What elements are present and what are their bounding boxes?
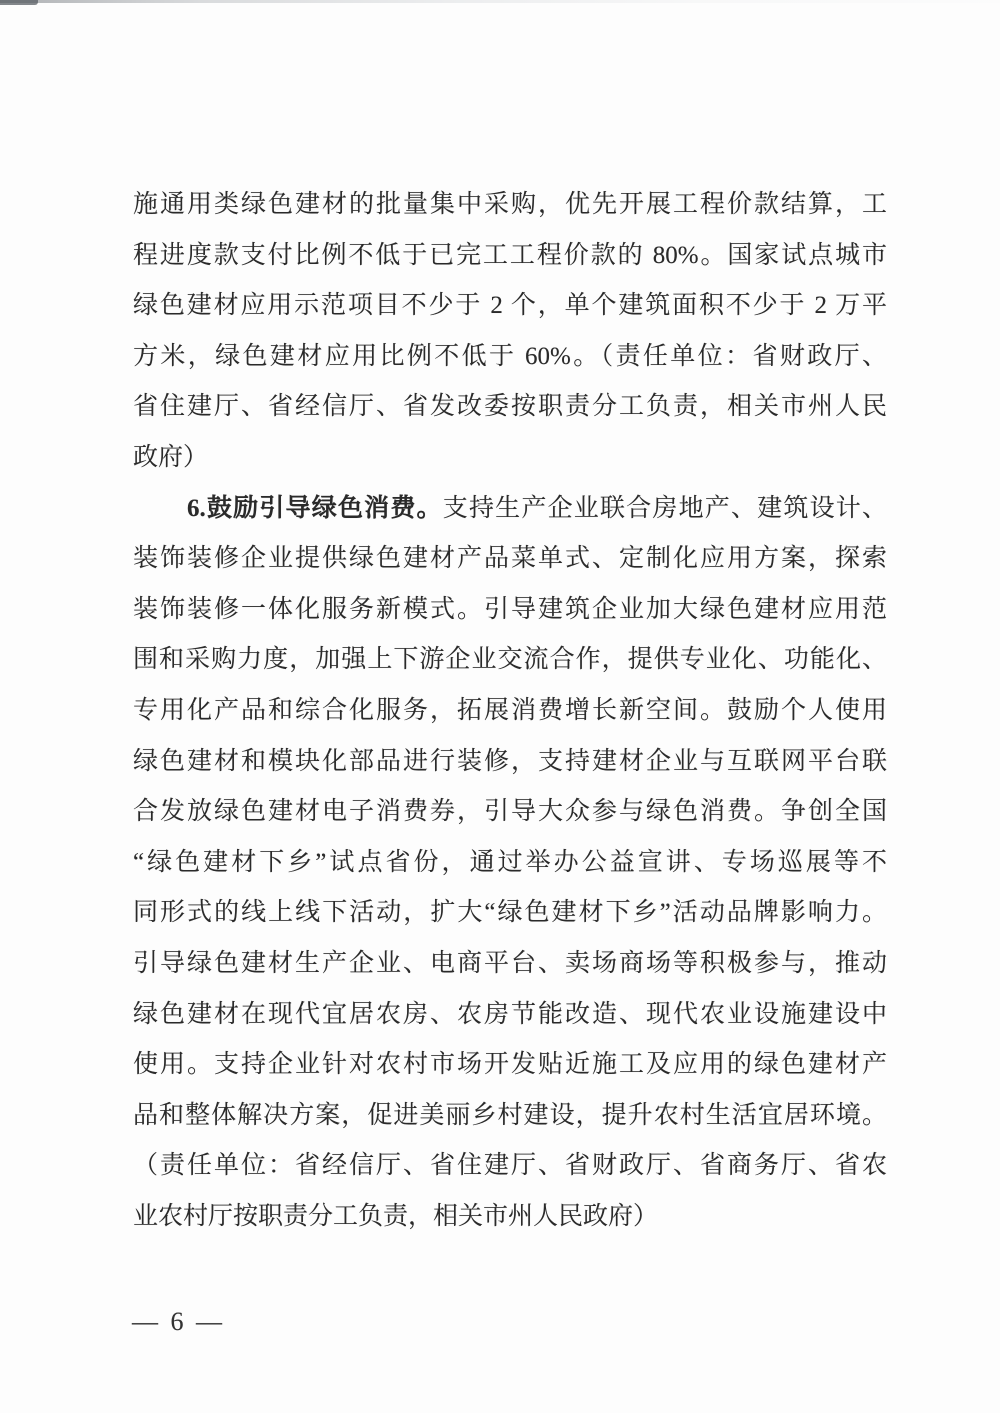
body-line: 合发放绿色建材电子消费券，引导大众参与绿色消费。争创全国 — [133, 798, 887, 826]
scan-artifact-line — [0, 0, 1000, 3]
scan-artifact-corner — [0, 0, 38, 5]
body-line-section-start — [133, 484, 887, 535]
body-line: 品和整体解决方案，促进美丽乡村建设，提升农村生活宜居环境。 — [133, 1101, 887, 1129]
body-line: 程进度款支付比例不低于已完工工程价款的 80%。国家试点城市 — [133, 241, 887, 269]
document-body — [133, 180, 887, 1242]
body-line: 绿色建材和模块化部品进行装修，支持建材企业与互联网平台联 — [133, 747, 887, 775]
section-6-paragraph — [133, 484, 887, 1243]
body-line: （责任单位：省经信厅、省住建厅、省财政厅、省商务厅、省农 — [133, 1152, 887, 1180]
body-line: 装饰装修一体化服务新模式。引导建筑企业加大绿色建材应用范 — [133, 595, 887, 623]
section-6-lead-text: 支持生产企业联合房地产、建筑设计、 — [442, 494, 887, 522]
body-line: 同形式的线上线下活动，扩大“绿色建材下乡”活动品牌影响力。 — [133, 899, 887, 927]
body-line: 引导绿色建材生产企业、电商平台、卖场商场等积极参与，推动 — [133, 949, 887, 977]
body-line: “绿色建材下乡”试点省份，通过举办公益宣讲、专场巡展等不 — [133, 848, 887, 876]
body-line: 装饰装修企业提供绿色建材产品菜单式、定制化应用方案，探索 — [133, 545, 887, 573]
section-6-heading: 6.鼓励引导绿色消费。 — [187, 494, 443, 522]
body-line: 绿色建材应用示范项目不少于 2 个，单个建筑面积不少于 2 万平 — [133, 292, 887, 320]
body-line: 围和采购力度，加强上下游企业交流合作，提供专业化、功能化、 — [133, 646, 887, 674]
body-line-paragraph-end: 政府） — [133, 443, 209, 471]
paragraph-continuation — [133, 180, 887, 484]
page-footer — [132, 1305, 225, 1339]
body-line: 方米，绿色建材应用比例不低于 60%。（责任单位：省财政厅、 — [133, 342, 887, 370]
page-number: — 6 — — [132, 1307, 225, 1336]
body-line: 施通用类绿色建材的批量集中采购，优先开展工程价款结算，工 — [133, 191, 887, 218]
body-line: 使用。支持企业针对农村市场开发贴近施工及应用的绿色建材产 — [133, 1051, 887, 1079]
body-line: 省住建厅、省经信厅、省发改委按职责分工负责，相关市州人民 — [133, 393, 887, 421]
body-line: 绿色建材在现代宜居农房、农房节能改造、现代农业设施建设中 — [133, 1000, 887, 1028]
body-line: 专用化产品和综合化服务，拓展消费增长新空间。鼓励个人使用 — [133, 696, 887, 724]
body-line-paragraph-end: 业农村厅按职责分工负责，相关市州人民政府） — [133, 1202, 659, 1230]
